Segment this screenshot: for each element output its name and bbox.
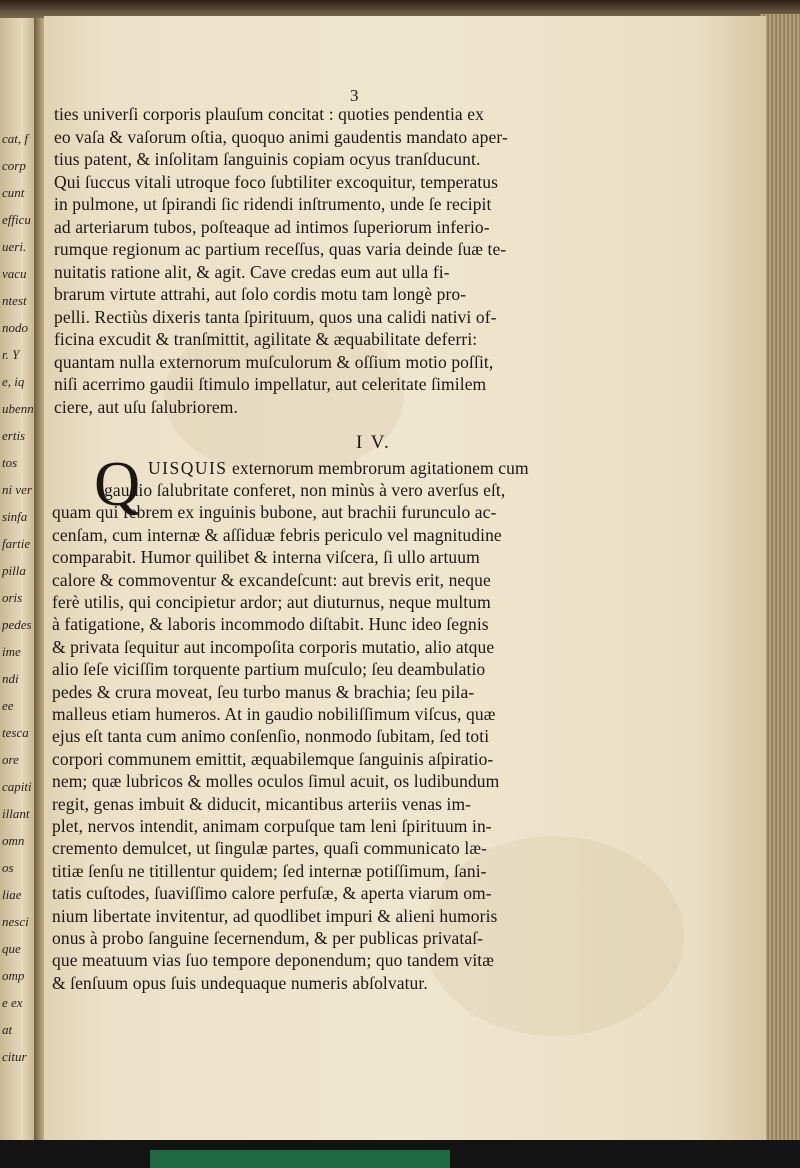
facing-page-text-fragment: os	[2, 860, 14, 875]
facing-page-text-fragment: fartie	[2, 536, 31, 551]
text-line: alio ſeſe viciſſim torquente partium muſculo; ſeu deambulatio	[52, 659, 486, 680]
text-line: onus à probo ſanguine ſecernendum, & per publicas privataſ-	[52, 928, 484, 948]
text-line: niſi acerrimo gaudii ſtimulo impellatur, aut celeritate ſimilem	[54, 374, 487, 394]
drop-cap-initial: Q	[94, 448, 141, 519]
facing-page-text-fragment: nodo	[2, 320, 28, 335]
facing-page-text-fragment: nesci	[2, 914, 29, 929]
text-line: malleus etiam humeros. At in gaudio nobiliſſimum viſcus, quæ	[52, 704, 496, 724]
facing-page-text-fragment: pedes	[2, 617, 32, 632]
facing-page-text-fragment: ntest	[2, 293, 27, 308]
text-line: corpori communem emittit, æquabilemque ſanguinis aſpiratio-	[52, 748, 494, 769]
text-line: & privata ſequitur aut incompoſita corporis mutatio, alio atque	[52, 636, 495, 657]
first-word: UISQUIS	[148, 458, 228, 478]
text-line: quam qui febrem ex inguinis bubone, aut brachii furunculo ac-	[52, 502, 497, 523]
text-line: gaudio ſalubritate conferet, non minùs à vero averſus eſt,	[104, 480, 506, 500]
text-line: plet, nervos intendit, animam corpuſque tam leni ſpirituum in-	[52, 816, 492, 836]
text-line: ties univerſi corporis plauſum concitat : quoties pendentia ex	[54, 104, 484, 124]
facing-page-text-fragment: oris	[2, 590, 23, 605]
text-line: cremento demulcet, ut ſingulæ partes, quaſi communicato læ-	[52, 838, 488, 859]
green-cloth-strip	[150, 1150, 450, 1168]
text-line: cenſam, cum internæ & aſſiduæ febris periculo vel magnitudine	[52, 524, 502, 545]
facing-page-text-fragment: tesca	[2, 725, 29, 740]
text-line: in pulmone, ut ſpirandi ſic ridendi inſtrumento, unde ſe recipit	[54, 194, 492, 214]
facing-page-text-fragment: cunt	[2, 185, 25, 200]
facing-page-text-fragment: e, iq	[2, 374, 25, 389]
text-line: Qui ſuccus vitali utroque foco ſubtiliter excoquitur, temperatus	[54, 171, 499, 192]
facing-page-text-fragment: citur	[2, 1049, 27, 1064]
facing-page-text-fragment: r. Y	[2, 347, 20, 362]
page-stack-edge	[760, 14, 800, 1144]
facing-page-text-fragment: liae	[2, 887, 22, 902]
facing-page-text-fragment: omp	[2, 968, 25, 983]
text-line: à fatigatione, & laboris incommodo diſtabit. Hunc ideo ſegnis	[52, 614, 489, 635]
facing-page-text-fragment: illant	[2, 806, 30, 821]
facing-page-text-fragment: pilla	[2, 563, 26, 578]
text-line: & ſenſuum opus ſuis undequaque numeris abſolvatur.	[52, 972, 428, 993]
section-heading: I V.	[356, 432, 391, 453]
facing-page-text-fragment: ni ver	[2, 482, 32, 497]
facing-page-text-fragment: que	[2, 941, 21, 956]
facing-page-text-fragment: efficu	[2, 212, 31, 227]
facing-page-text-fragment: omn	[2, 833, 25, 848]
text-line: eo vaſa & vaſorum oſtia, quoquo animi gaudentis mandato aper-	[54, 126, 508, 147]
text-line: quantam nulla externorum muſculorum & oſſium motio poſſit,	[54, 351, 494, 372]
facing-page-text-fragment: vacu	[2, 266, 27, 281]
text-line: tatis cuſtodes, ſuaviſſimo calore perfuſæ, & aperta viarum om-	[52, 883, 492, 904]
first-line-rest: externorum membrorum agitationem cum	[227, 458, 529, 478]
page-number: 3	[350, 86, 359, 105]
facing-page-text-fragment: ee	[2, 698, 14, 713]
text-line: regit, genas imbuit & diducit, micantibus arteriis venas im-	[52, 793, 472, 814]
text-line: nuitatis ratione alit, & agit. Cave credas eum aut ulla fi-	[54, 261, 450, 282]
facing-page-text-fragment: e ex	[2, 995, 23, 1010]
text-line: nem; quæ lubricos & molles oculos ſimul acuit, os ludibundum	[52, 771, 500, 792]
facing-page-text-fragment: ueri.	[2, 239, 27, 254]
facing-page-text-fragment: ime	[2, 644, 21, 659]
text-line: titiæ ſenſu ne titillentur quidem; ſed internæ potiſſimum, ſani-	[52, 860, 487, 881]
facing-page-text-fragment: ubenn	[2, 401, 34, 416]
text-line: brarum virtute attrahi, aut ſolo cordis motu tam longè pro-	[54, 284, 467, 304]
facing-page-text-fragment: ndi	[2, 671, 19, 686]
facing-page-text-fragment: tos	[2, 455, 18, 470]
text-line: nium libertate invitentur, ad quodlibet impuri & alieni humoris	[52, 905, 498, 926]
book-page	[44, 16, 766, 1142]
text-line: tius patent, & inſolitam ſanguinis copiam ocyus tranſducunt.	[54, 149, 481, 169]
text-line: que meatuum vias ſuo tempore deponendum; quo tandem vitæ	[52, 950, 495, 971]
text-line: rumque regionum ac partium receſſus, quas varia deinde ſuæ te-	[54, 239, 507, 259]
text-line: ferè utilis, qui concipietur ardor; aut diuturnus, neque multum	[52, 592, 491, 612]
facing-page-text-fragment: sinfa	[2, 509, 28, 524]
text-line: ciere, aut uſu ſalubriorem.	[54, 396, 238, 417]
text-line: pelli. Rectiùs dixeris tanta ſpirituum, quos una calidi nativi of-	[54, 306, 497, 327]
facing-page-text-fragment: at	[2, 1022, 13, 1037]
text-line: ficina excudit & tranſmittit, agilitate & æquabilitate deferri:	[54, 329, 478, 349]
text-line: pedes & crura moveat, ſeu turbo manus & brachia; ſeu pila-	[52, 681, 475, 702]
facing-page-text-fragment: ertis	[2, 428, 26, 443]
text-line: comparabit. Humor quilibet & interna viſcera, ſi ullo artuum	[52, 547, 480, 568]
text-line: ad arteriarum tubos, poſteaque ad intimos ſuperiorum inferio-	[54, 216, 490, 237]
facing-page-text-fragment: ore	[2, 752, 19, 767]
facing-page-text-fragment: corp	[2, 158, 26, 173]
facing-page-text-fragment: capiti	[2, 779, 32, 794]
text-line: calore & commoventur & excandeſcunt: aut brevis erit, neque	[52, 569, 491, 590]
text-line: ejus eſt tanta cum animo conſenſio, nonmodo ſubitam, ſed toti	[52, 726, 490, 747]
facing-page-text-fragment: cat, f	[2, 131, 28, 146]
paragraph-2-first-line	[148, 458, 529, 479]
